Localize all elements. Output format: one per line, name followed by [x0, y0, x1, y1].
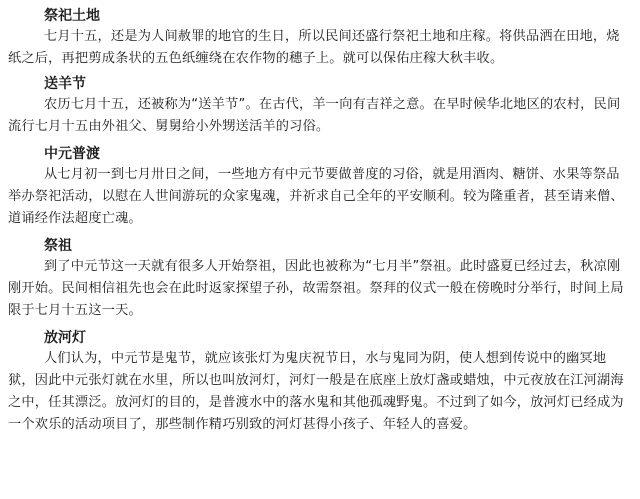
section-body-sending-sheep-festival: 农历七月十五，还被称为“送羊节”。在古代，羊一向有吉祥之意。在早时候华北地区的农村，民间流行七月十五由外祖父、舅舅给小外甥送活羊的习俗。: [8, 97, 621, 134]
section-body-zhongyuan-pudu: 从七月初一到七月卅日之间，一些地方有中元节要做普度的习俗，就是用酒肉、糖饼、水果等祭品举办祭祀活动，以慰在人世间游玩的众家鬼魂，并祈求自己全年的平安顺利。较为隆重者，甚至请来僧、道诵经作法超度亡魂。: [8, 167, 624, 226]
section-title-ancestor-worship: 祭祖: [44, 238, 72, 254]
section-body-river-lanterns: 人们认为，中元节是鬼节，就应该张灯为鬼庆祝节日，水与鬼同为阴，使人想到传说中的幽冥地狱，因此中元张灯就在水里，所以也叫放河灯，河灯一般是在底座上放灯盏或蜡烛，中元夜放在江河湖海之中，任其漂泛。放河灯的目的，是普渡水中的落水鬼和其他孤魂野鬼。不过到了如今，放河灯已经成为一个欢乐的活动项目了，那些制作精巧别致的河灯甚得小孩子、年轻人的喜爱。: [8, 351, 624, 432]
section-title-sending-sheep-festival: 送羊节: [44, 76, 86, 92]
section-title-river-lanterns: 放河灯: [44, 330, 86, 346]
section-body-sacrifice-to-land: 七月十五，还是为人间赦罪的地官的生日，所以民间还盛行祭祀土地和庄稼。将供品洒在田地，烧纸之后，再把剪成条状的五色纸缠绕在农作物的穗子上。就可以保佑庄稼大秋丰收。: [8, 29, 620, 66]
section-title-zhongyuan-pudu: 中元普渡: [44, 146, 100, 162]
section-title-sacrifice-to-land: 祭祀土地: [44, 8, 100, 24]
section-body-ancestor-worship: 到了中元节这一天就有很多人开始祭祖，因此也被称为“七月半”祭祖。此时盛夏已经过去，秋凉刚刚开始。民间相信祖先也会在此时返家探望子孙，故需祭祖。祭拜的仪式一般在傍晚时分举行，时间上局限于七月十五这一天。: [8, 259, 624, 318]
